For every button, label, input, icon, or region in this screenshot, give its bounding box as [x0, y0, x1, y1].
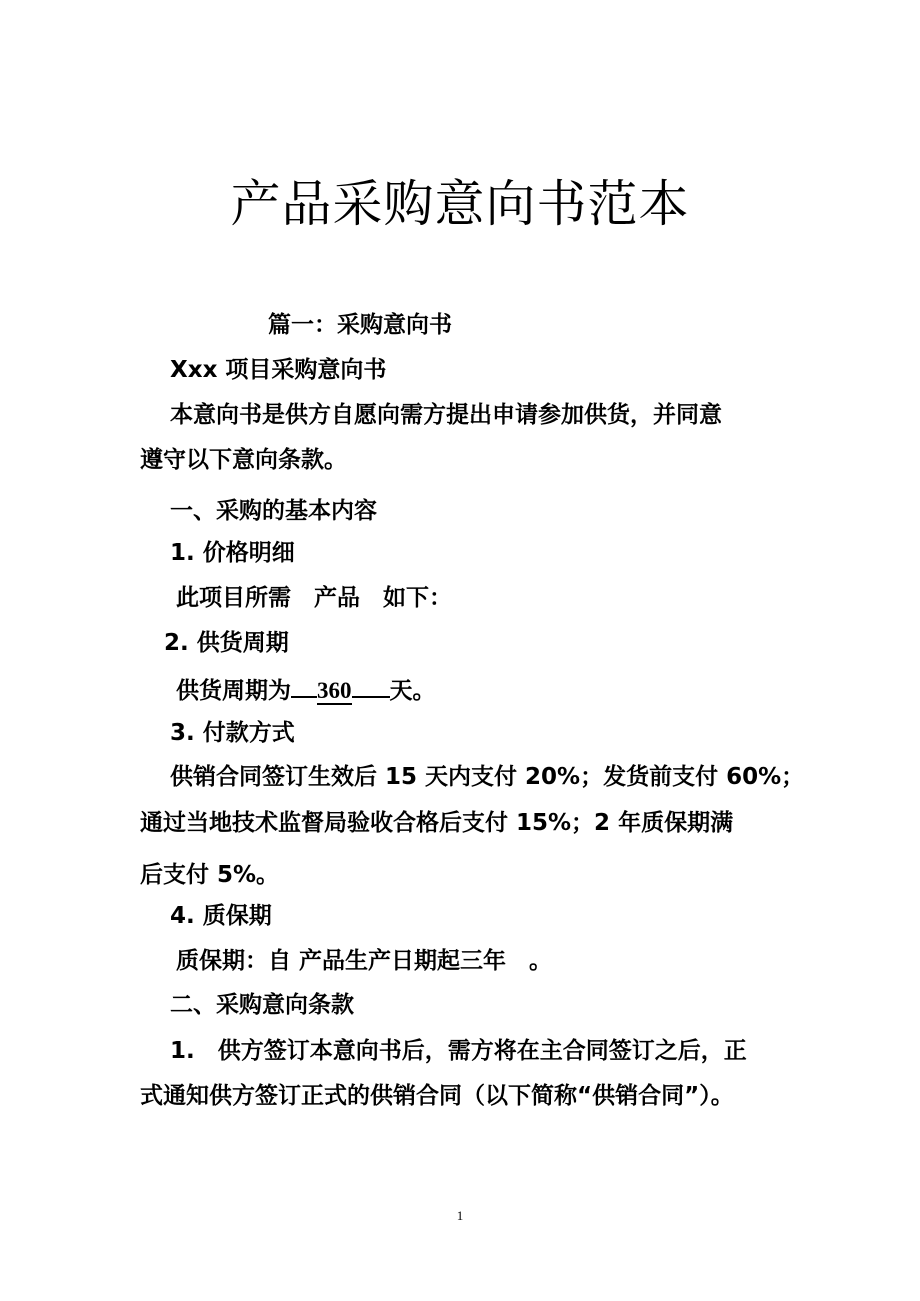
item3-line-2: 通过当地技术监督局验收合格后支付 15%；2 年质保期满: [140, 810, 734, 836]
item1-heading: 1. 价格明细: [170, 540, 295, 566]
part1-heading: 一、采购的基本内容: [170, 498, 377, 524]
item2-suffix: 天。: [389, 678, 436, 704]
item3-line-3: 后支付 5%。: [140, 862, 280, 888]
section-heading: 篇一：采购意向书: [268, 312, 452, 338]
part2-heading: 二、采购意向条款: [170, 992, 354, 1018]
intro-line-1: 本意向书是供方自愿向需方提出申请参加供货，并同意: [170, 402, 722, 428]
item2-prefix: 供货周期为: [176, 678, 291, 704]
item2-text: [176, 674, 436, 706]
item3-line-1: 供销合同签订生效后 15 天内支付 20%；发货前支付 60%；: [170, 764, 805, 790]
blank-line: [352, 674, 390, 698]
item3-heading: 3. 付款方式: [170, 720, 295, 746]
item1-text: 此项目所需 产品 如下：: [176, 585, 452, 611]
item4-heading: 4. 质保期: [170, 903, 272, 929]
blank-line: [291, 674, 317, 698]
item2-value: 360: [317, 678, 352, 703]
page-number: 1: [456, 1208, 464, 1223]
item4-text: 质保期：自 产品生产日期起三年 。: [176, 948, 553, 974]
project-line: Xxx 项目采购意向书: [170, 357, 387, 383]
document-title: 产品采购意向书范本: [230, 175, 690, 233]
clause1-line-1: 1. 供方签订本意向书后，需方将在主合同签订之后，正: [170, 1038, 747, 1064]
clause1-line-2: 式通知供方签订正式的供销合同（以下简称“供销合同”）。: [140, 1083, 734, 1109]
intro-line-2: 遵守以下意向条款。: [140, 447, 347, 473]
item2-heading: 2. 供货周期: [164, 630, 289, 656]
